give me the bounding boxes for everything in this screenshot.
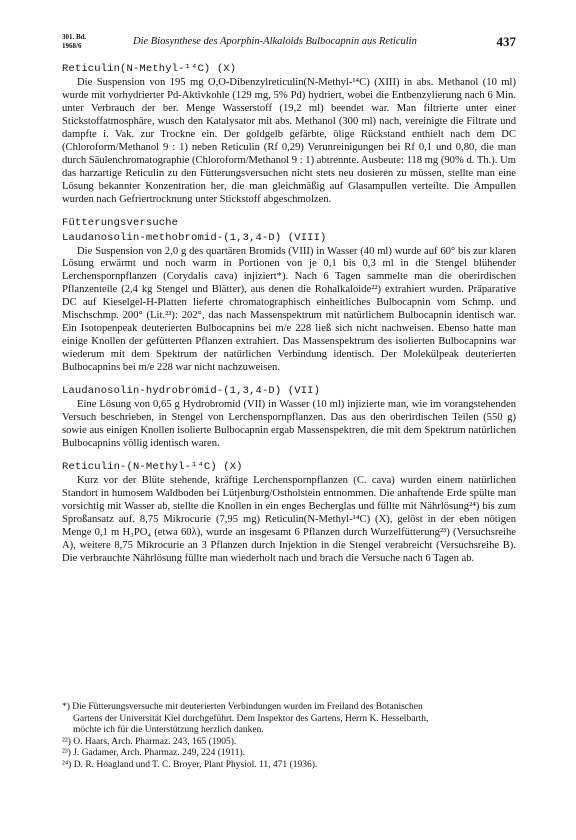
footnote	[62, 760, 516, 772]
footnote-mark: ²²)	[62, 736, 71, 747]
main-text	[62, 62, 516, 566]
footnote	[62, 748, 516, 760]
footnote	[62, 737, 516, 749]
volume-year: 1968/6	[62, 42, 82, 50]
footnote-mark: *)	[62, 702, 70, 712]
volume-number: 301. Bd.	[62, 33, 87, 41]
section-subheading: Laudanosolin-methobromid-(1,3,4-D) (VIII)	[62, 231, 327, 244]
section-heading: Reticulin(N-Methyl-¹⁴C) (X)	[62, 63, 237, 75]
section-paragraph: Die Suspension von 195 mg O,O-Dibenzylreticulin(N-Methyl-¹⁴C) (XIII) in abs. Methanol (10 ml) wurde mit vorhydrierter Pd-Aktivkohle (129 mg, 5% Pd) hydriert, wobei die Entbenzylierung nach 6 Min. unter Verbrauch der ber. Menge Wasserstoff (19,2 ml) beendet war. Man filtrierte unter einer Stickstoffatmosphäre, wusch den Katalysator mit abs. Methanol (300 ml) nach, vereinigte die Filtrate und dampfte i. Vak. zur Trockne ein. Der goldgelb gefärbte, ölige Rückstand enthielt nach dem DC (Chloroform/Methanol 9 : 1) neben Reticulin (Rf 0,29) Verunreinigungen bei Rf 0,1 und 0,80, die man durch Säulenchromatographie (Chloroform/Methanol 9 : 1) abtrennte. Ausbeute: 118 mg (90% d. Th.). Um das harzartige Reticulin zu den Fütterungsversuchen nicht stets neu dosieren zu müssen, stellte man eine Lösung bekannter Konzentration her, die man gleichmäßig auf Glasampullen verteilte. Die Ampullen wurden nach Gefriertrocknung unter Stickstoff abgeschmolzen.	[62, 77, 516, 205]
footnote-continuation: Gartens der Universität Kiel durchgeführt. Dem Inspektor des Gartens, Herrn K. Hesselbarth,	[73, 713, 429, 724]
footnote-mark: ²⁴)	[62, 759, 72, 770]
page-header	[62, 33, 516, 57]
footnote-text: J. Gadamer, Arch. Pharmaz. 249, 224 (1911).	[73, 748, 246, 759]
footnote-mark: ²³)	[62, 748, 71, 759]
footnote	[62, 702, 516, 714]
section-paragraph: Kurz vor der Blüte stehende, kräftige Lerchenspornpflanzen (C. cava) wurden einem natürlichen Standort in humosem Waldboden bei Lütjenburg/Ostholstein entnommen. Die anhaftende Erde spülte man vorsichtig mit Wasser ab, stellte die Knollen in ein enges Becherglas und füllte mit Nährlösung²⁴) bis zum Sproßansatz auf. 8,75 Mikrocurie (7,95 mg) Reticulin(N-Methyl-¹⁴C) (X), gelöst in der eben nötigen Menge 0,1 m H₃PO₄ (etwa 60λ), wurde an insgesamt 6 Pflanzen durch Wurzelfütterung²³) (Versuchsreihe A), weitere 8,75 Mikrocurie an 3 Pflanzen durch Injektion in die Stengel verabreicht (Versuchsreihe B). Die verbrauchte Nährlösung füllte man wiederholt nach und brach die Versuche nach 6 Tagen ab.	[62, 474, 516, 564]
footnote-text: Die Fütterungsversuche mit deuterierten Verbindungen wurden im Freiland des Botanischen	[72, 702, 423, 712]
section-paragraph: Eine Lösung von 0,65 g Hydrobromid (VII) in Wasser (10 ml) injizierte man, wie im vorangstehenden Versuch beschrieben, in Stengel von Lerchenspornpflanzen. Das aus den oberirdischen Teilen (550 g) sowie aus einigen Knollen isolierte Bulbocapnin ergab Massenspektren, die mit dem Spektrum natürlichen Bulbocapnins völlig identisch waren.	[62, 399, 516, 449]
volume-info	[62, 33, 86, 51]
footnote-text: D. R. Hoagland und T. C. Broyer, Plant Physiol. 11, 471 (1936).	[73, 759, 318, 770]
footnote-text: O. Haars, Arch. Pharmaz. 243, 165 (1905).	[73, 736, 237, 747]
section-heading: Fütterungsversuche	[62, 216, 179, 229]
running-title: Die Biosynthese des Aporphin-Alkaloids Bulbocapnin aus Reticulin	[133, 36, 417, 47]
footnotes	[62, 702, 516, 772]
page-number: 437	[496, 34, 516, 49]
section-paragraph: Die Suspension von 2,0 g des quartären Bromids (VIII) in Wasser (40 ml) wurde auf 60° bis zur klaren Lösung erwärmt und noch warm in Portionen von je 0,1 bis 0,3 ml in die Stengel blühender Lerchenspornpflanzen (Corydalis cava) injiziert*). Nach 6 Tagen sammelte man die oberirdischen Pflanzenteile (2,4 kg Stengel und Blätter), aus denen die Rohalkaloide²²) extrahiert wurden. Präparative DC auf Kieselgel-H-Platten lieferte chromatographisch einheitliches Bulbocapnin vom Schmp. und Mischschmp. 200° (Lit.²³): 202°, das nach Massenspektrum mit natürlichem Bulbocapnin identisch war. Ein Isotopenpeak deuterierten Bulbocapnins bei m/e 228 ließ sich nicht nachweisen. Ebenso hatte man einige Knollen der gefütterten Pflanzen extrahiert. Das Massenspektrum des isolierten Bulbocapnins war wiederum mit dem Spektrum der natürlichen Verbindung identisch. Der Molekülpeak deuterierten Bulbocapnins bei m/e 228 war nicht nachzuweisen.	[62, 245, 516, 374]
section-heading: Reticulin-(N-Methyl-¹⁴C) (X)	[62, 460, 243, 473]
section-heading: Laudanosolin-hydrobromid-(1,3,4-D) (VII)	[62, 385, 321, 398]
footnote-continuation: möchte ich für die Unterstützung herzlich danken.	[73, 725, 264, 736]
